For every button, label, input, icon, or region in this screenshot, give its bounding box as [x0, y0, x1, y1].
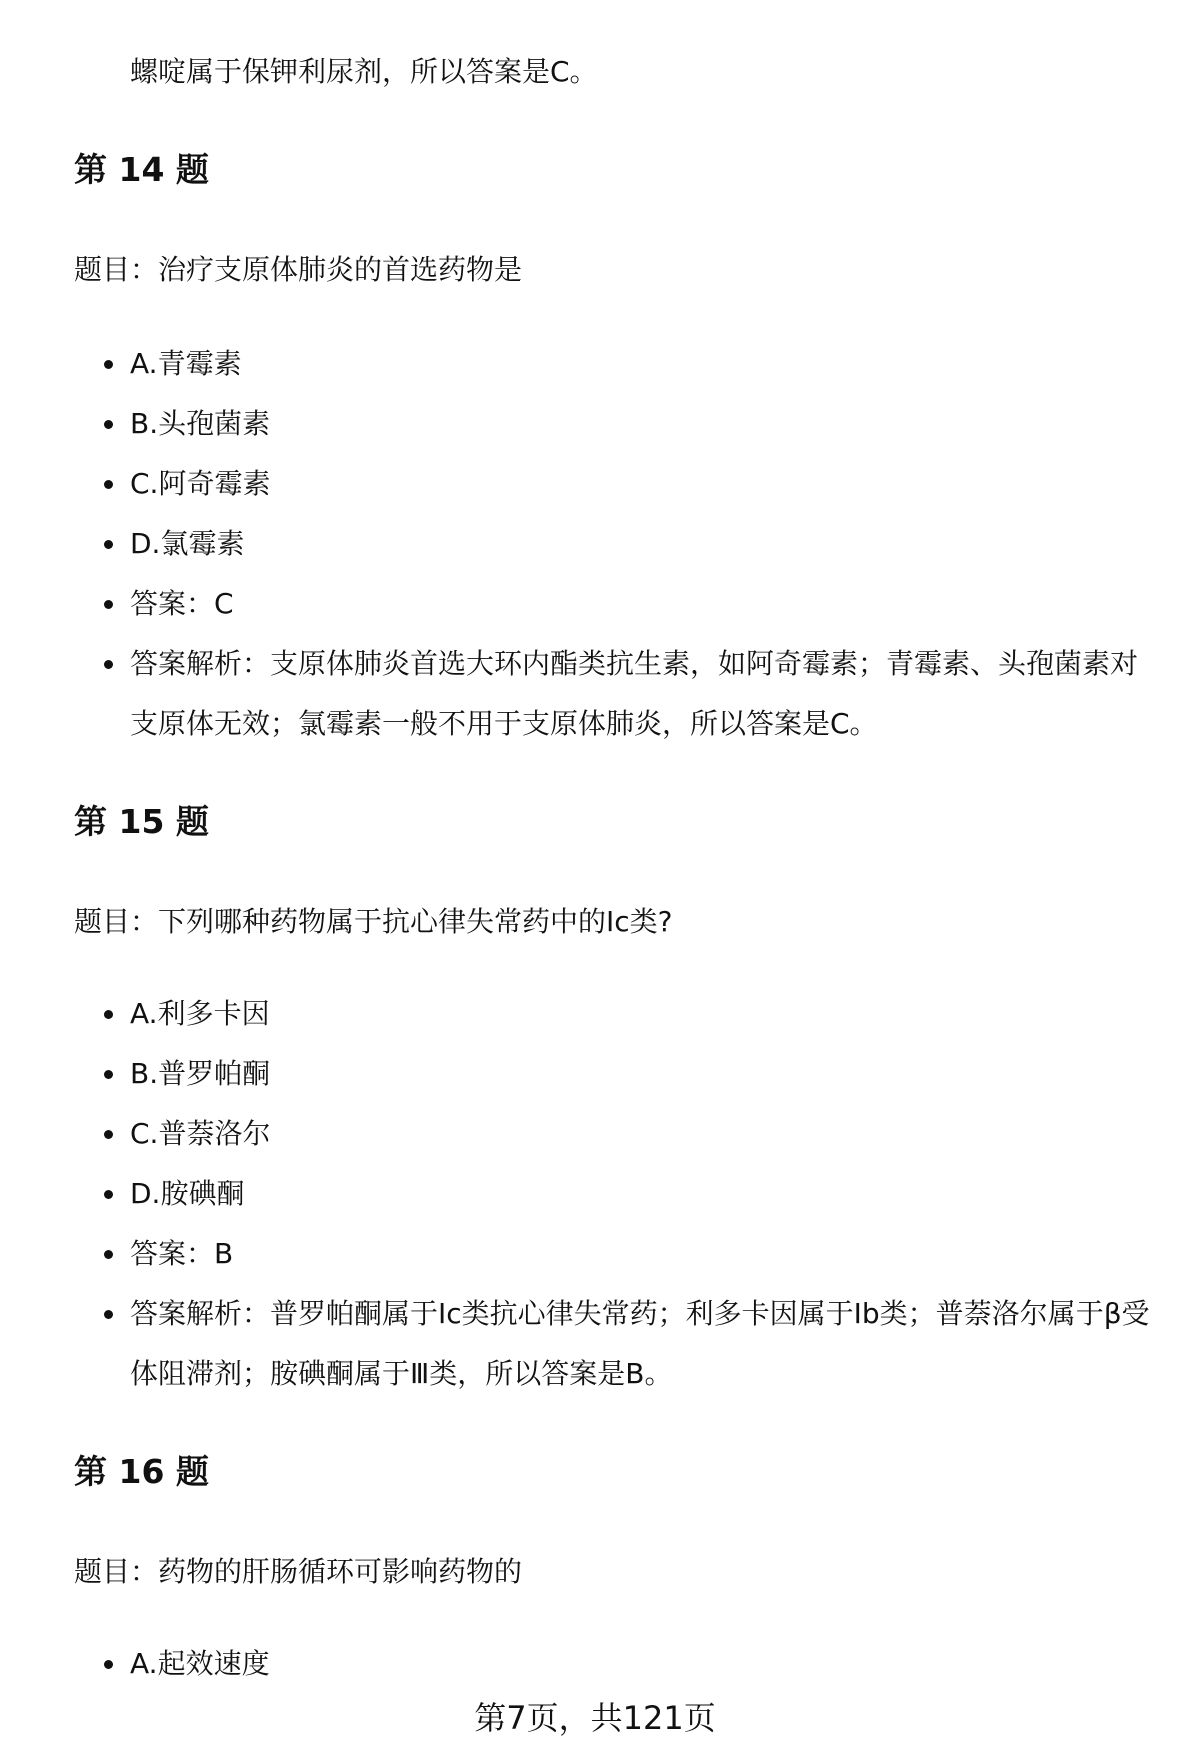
question-15-option-d: D.胺碘酮 — [0, 1164, 1190, 1224]
bullet-dot — [104, 1310, 113, 1319]
question-14-stem: 题目：治疗支原体肺炎的首选药物是 — [74, 253, 523, 286]
question-14-options — [0, 334, 1190, 754]
question-14-answer: 答案：C — [0, 574, 1190, 634]
bullet-dot — [104, 1010, 113, 1019]
question-16-option-a: A.起效速度 — [0, 1634, 1190, 1694]
question-14-heading: 第 14 题 — [74, 150, 209, 189]
question-15-heading: 第 15 题 — [74, 802, 209, 841]
question-15-option-a: A.利多卡因 — [0, 984, 1190, 1044]
bullet-dot — [104, 1250, 113, 1259]
question-14-option-b: B.头孢菌素 — [0, 394, 1190, 454]
question-14-option-a: A.青霉素 — [0, 334, 1190, 394]
bullet-dot — [104, 600, 113, 609]
bullet-dot — [104, 1190, 113, 1199]
bullet-dot — [104, 480, 113, 489]
question-14-option-d: D.氯霉素 — [0, 514, 1190, 574]
bullet-dot — [104, 1660, 113, 1669]
bullet-dot — [104, 660, 113, 669]
previous-explanation-tail: 螺啶属于保钾利尿剂，所以答案是C。 — [130, 55, 598, 88]
bullet-dot — [104, 1130, 113, 1139]
question-15-option-c: C.普萘洛尔 — [0, 1104, 1190, 1164]
question-14-explanation: 答案解析：支原体肺炎首选大环内酯类抗生素，如阿奇霉素；青霉素、头孢菌素对支原体无效；氯霉素一般不用于支原体肺炎，所以答案是C。 — [0, 634, 1190, 754]
question-16-options — [0, 1634, 1190, 1694]
bullet-dot — [104, 540, 113, 549]
bullet-dot — [104, 360, 113, 369]
question-16-stem: 题目：药物的肝肠循环可影响药物的 — [74, 1555, 523, 1588]
question-16-heading: 第 16 题 — [74, 1452, 209, 1491]
question-15-option-b: B.普罗帕酮 — [0, 1044, 1190, 1104]
page-number-footer: 第7页，共121页 — [474, 1699, 716, 1737]
question-15-stem: 题目：下列哪种药物属于抗心律失常药中的Ⅰc类? — [74, 905, 673, 938]
question-15-answer: 答案：B — [0, 1224, 1190, 1284]
bullet-dot — [104, 420, 113, 429]
bullet-dot — [104, 1070, 113, 1079]
question-15-explanation: 答案解析：普罗帕酮属于Ⅰc类抗心律失常药；利多卡因属于Ⅰb类；普萘洛尔属于β受体阻滞剂；胺碘酮属于Ⅲ类，所以答案是B。 — [0, 1284, 1190, 1404]
question-15-options — [0, 984, 1190, 1404]
question-14-option-c: C.阿奇霉素 — [0, 454, 1190, 514]
